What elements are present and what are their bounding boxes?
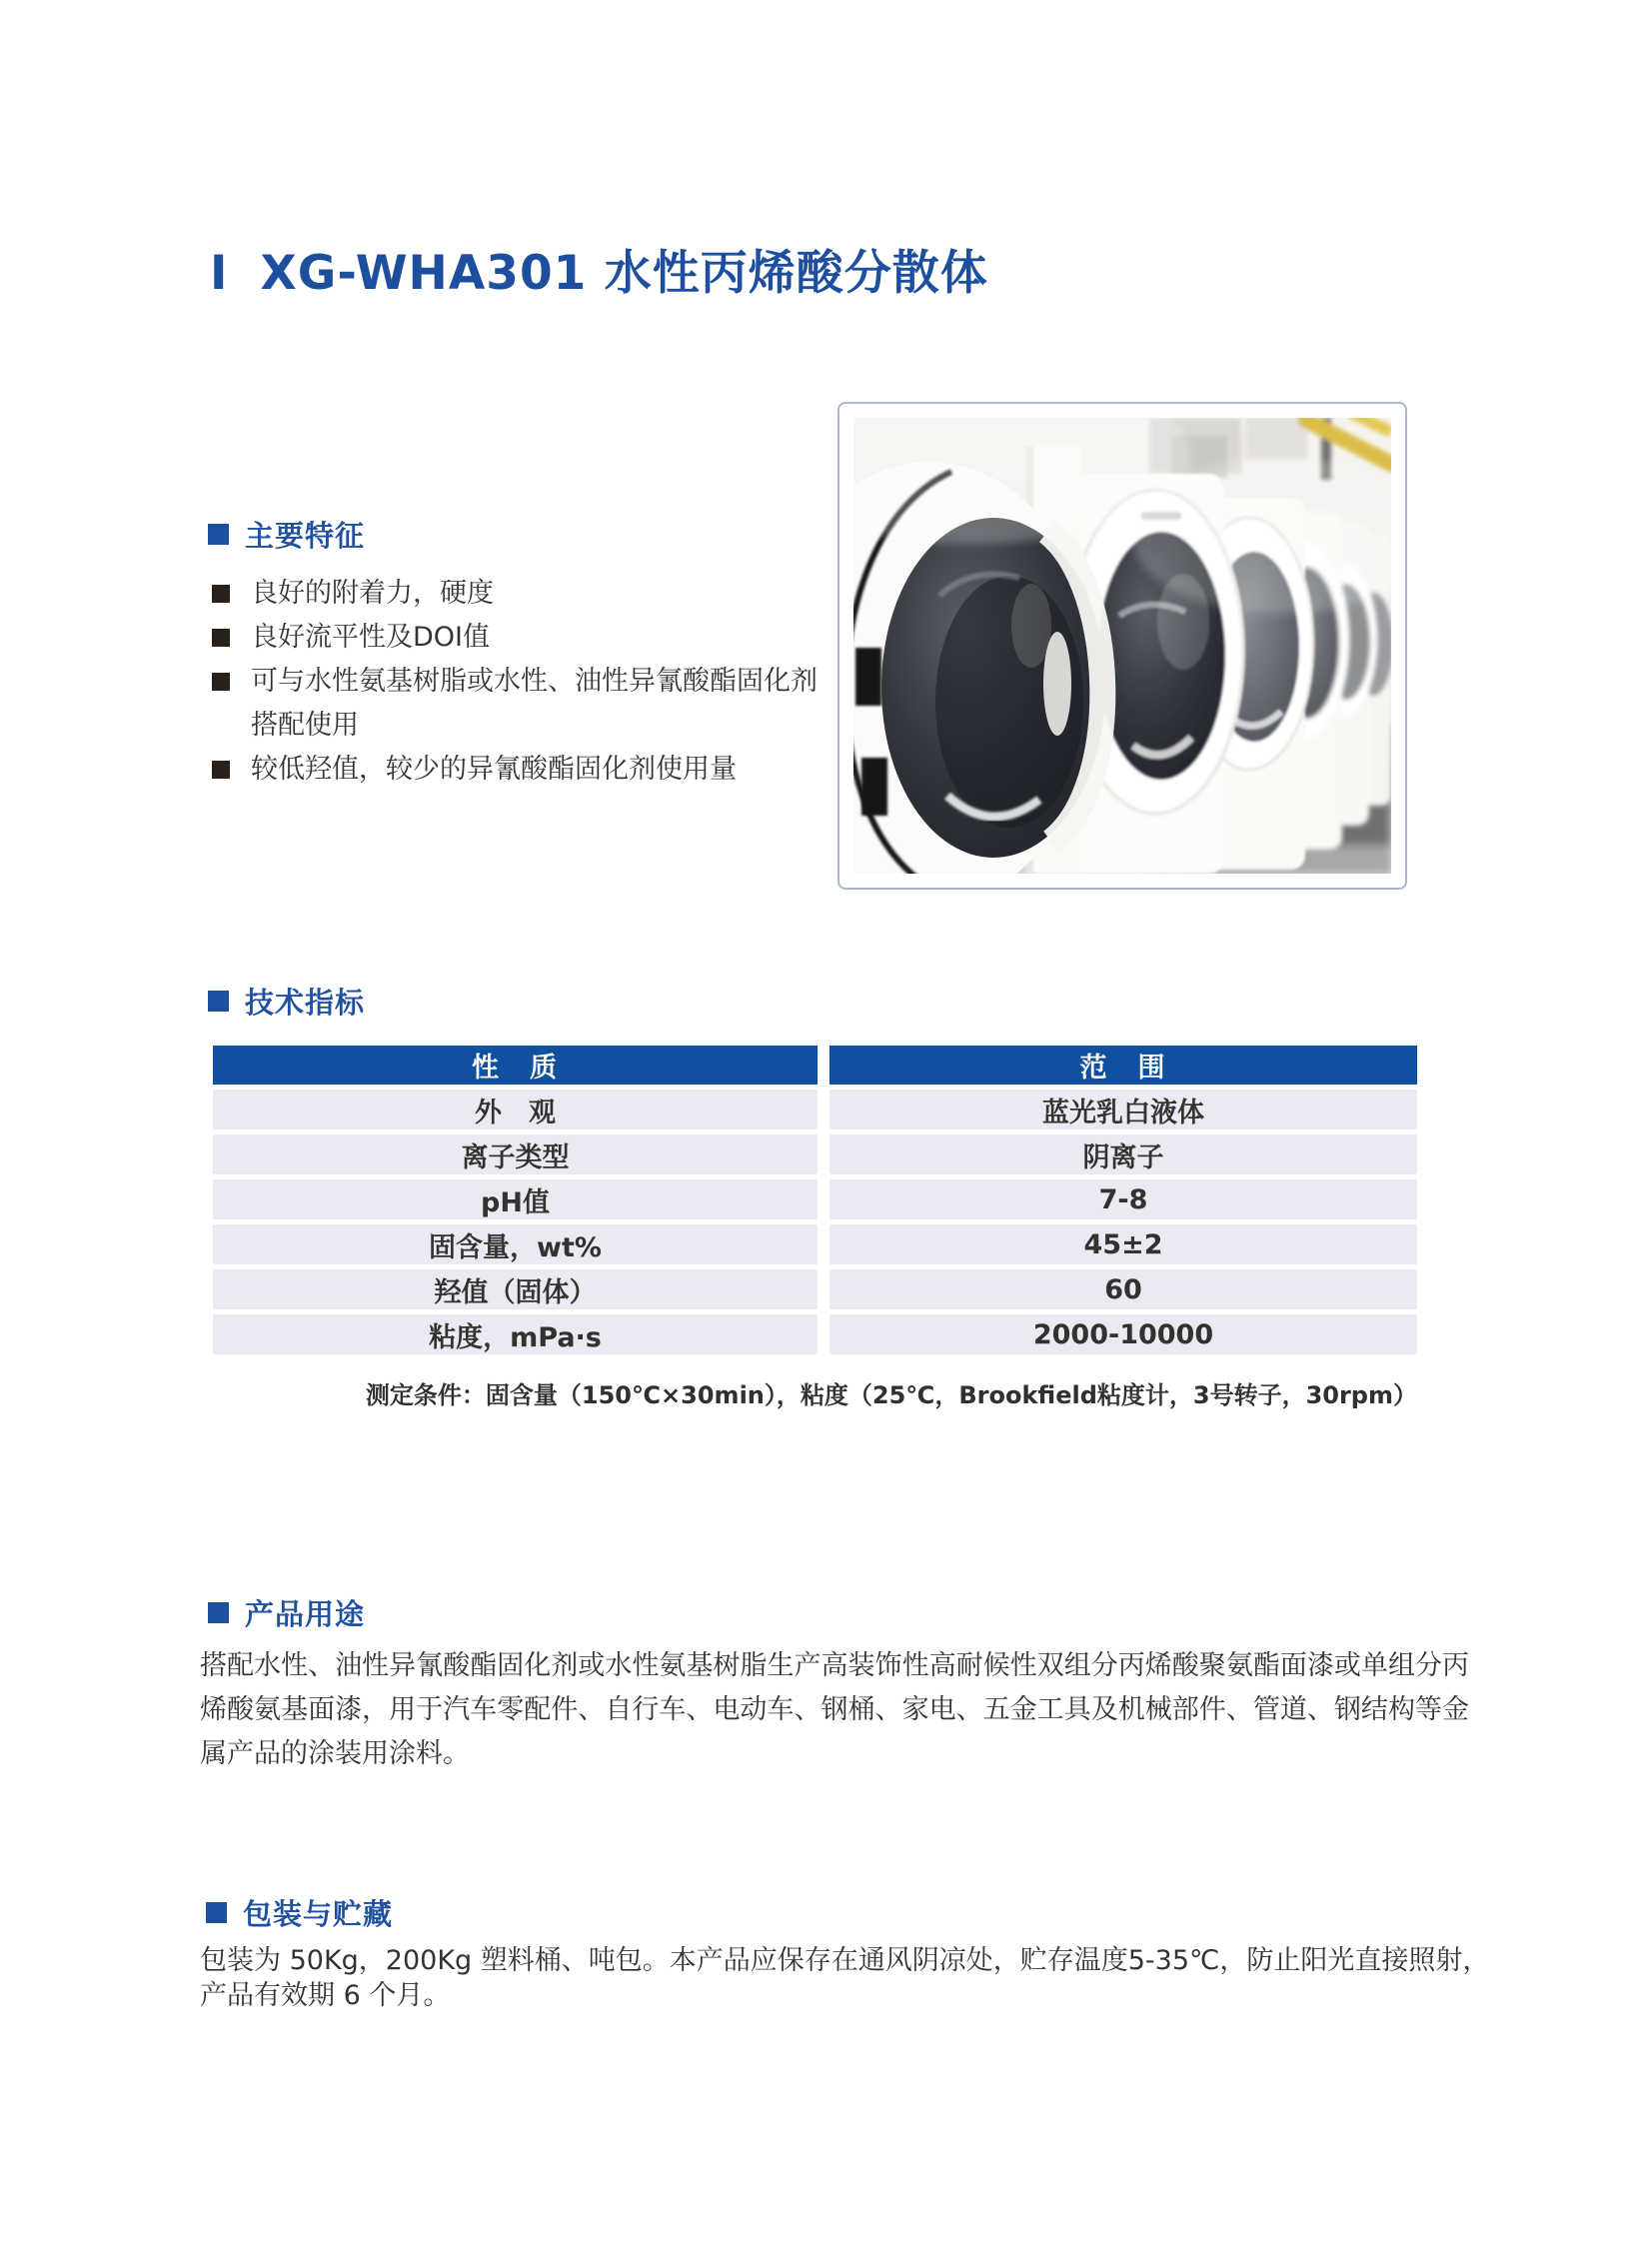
table-cell: 外 观 bbox=[213, 1090, 818, 1129]
spec-table bbox=[213, 1046, 1417, 1354]
list-item bbox=[212, 572, 833, 616]
bullet-square-icon bbox=[212, 585, 230, 603]
feature-text: 可与水性氨基树脂或水性、油性异氰酸酯固化剂搭配使用 bbox=[251, 666, 818, 741]
list-item bbox=[212, 660, 833, 748]
section-heading-label: 主要特征 bbox=[245, 519, 366, 553]
table-cell: pH值 bbox=[213, 1179, 818, 1219]
table-header-range: 范 围 bbox=[829, 1046, 1417, 1085]
product-photo bbox=[853, 418, 1391, 874]
table-cell: 粘度，mPa·s bbox=[213, 1314, 818, 1354]
bullet-square-icon bbox=[212, 629, 230, 647]
measurement-conditions-note: 测定条件：固含量（150℃×30min），粘度（25℃，Brookfield粘度计，3号转子，30rpm） bbox=[365, 1381, 1417, 1409]
table-cell: 阴离子 bbox=[829, 1134, 1417, 1174]
table-cell: 7-8 bbox=[829, 1179, 1417, 1219]
feature-text: 良好流平性及DOI值 bbox=[251, 622, 491, 653]
blue-square-icon bbox=[208, 524, 229, 545]
list-item bbox=[212, 748, 833, 792]
bullet-square-icon bbox=[212, 761, 230, 779]
table-header-property: 性 质 bbox=[213, 1046, 818, 1085]
section-heading-features bbox=[208, 514, 365, 555]
section-heading-packaging bbox=[206, 1892, 393, 1933]
usage-paragraph: 搭配水性、油性异氰酸酯固化剂或水性氨基树脂生产高装饰性高耐候性双组分丙烯酸聚氨酯面漆或单组分丙烯酸氨基面漆，用于汽车零配件、自行车、电动车、钢桶、家电、五金工具及机械部件、管道、钢结构等金属产品的涂装用涂料。 bbox=[200, 1650, 1469, 1769]
table-cell: 蓝光乳白液体 bbox=[829, 1090, 1417, 1129]
blue-square-icon bbox=[206, 1902, 227, 1923]
feature-text: 较低羟值，较少的异氰酸酯固化剂使用量 bbox=[251, 754, 737, 785]
feature-text: 良好的附着力，硬度 bbox=[251, 578, 494, 609]
section-heading-label: 包装与贮藏 bbox=[243, 1897, 394, 1931]
product-photo-frame bbox=[837, 402, 1407, 890]
title-roman-numeral: Ⅰ bbox=[210, 246, 229, 302]
title-text: XG-WHA301 水性丙烯酸分散体 bbox=[260, 246, 988, 302]
section-heading-label: 技术指标 bbox=[245, 986, 366, 1020]
packaging-paragraph: 包装为 50Kg，200Kg 塑料桶、吨包。本产品应保存在通风阴凉处，贮存温度5-35℃，防止阳光直接照射，产品有效期 6 个月。 bbox=[200, 1945, 1490, 2011]
section-heading-label: 产品用途 bbox=[245, 1597, 366, 1631]
feature-list bbox=[212, 572, 833, 792]
bullet-square-icon bbox=[212, 673, 230, 691]
table-cell: 45±2 bbox=[829, 1224, 1417, 1264]
blue-square-icon bbox=[208, 1602, 229, 1623]
page-title bbox=[210, 245, 988, 303]
table-cell: 2000-10000 bbox=[829, 1314, 1417, 1354]
section-heading-specs bbox=[208, 981, 365, 1022]
list-item bbox=[212, 616, 833, 660]
table-cell: 离子类型 bbox=[213, 1134, 818, 1174]
table-cell: 60 bbox=[829, 1269, 1417, 1309]
table-cell: 固含量，wt% bbox=[213, 1224, 818, 1264]
blue-square-icon bbox=[208, 991, 229, 1012]
section-heading-usage bbox=[208, 1592, 365, 1633]
table-cell: 羟值（固体） bbox=[213, 1269, 818, 1309]
